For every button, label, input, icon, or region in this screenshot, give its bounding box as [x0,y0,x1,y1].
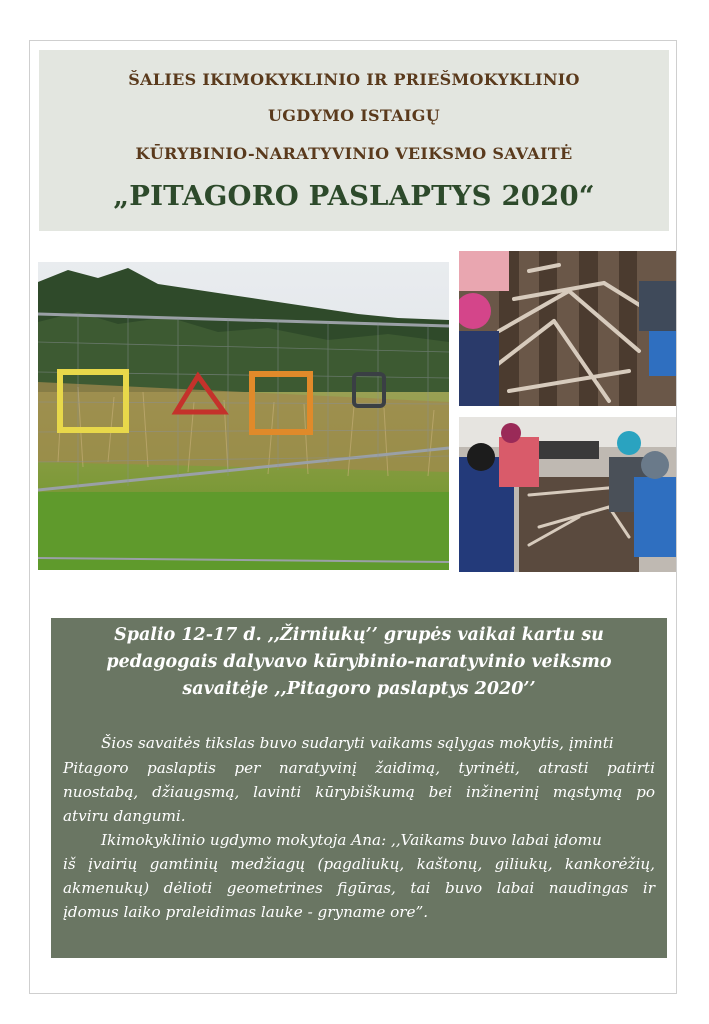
paragraph-2-line-2: iš įvairių gamtinių medžiagų (pagaliukų, kaštonų, giliukų, kankorėžių, [63,855,655,873]
header-line-1: ŠALIES IKIMOKYKLINIO IR PRIEŠMOKYKLINIO [128,70,580,89]
paragraph-2-line-3: akmenukų) dėlioti geometrines figūras, tai buvo labai naudingas ir [63,879,655,897]
header-line-3: KŪRYBINIO-NARATYVINIO VEIKSMO SAVAITĖ [135,144,573,163]
paragraph-2-line-1: Ikimokyklinio ugdymo mokytoja Ana: ,,Vaikams buvo labai įdomu [101,831,602,849]
paragraph-1-line-2: Pitagoro paslaptis per naratyvinį žaidimą, tyrinėti, atrasti patirti [63,759,655,777]
children-sticks-table-photo [459,251,676,406]
article-heading-line-1: Spalio 12-17 d. ,,Žirniukų’’ grupės vaikai kartu su [114,625,604,645]
poster-title: „PITAGORO PASLAPTYS 2020“ [113,180,595,212]
paragraph-1-line-1: Šios savaitės tikslas buvo sudaryti vaikams sąlygas mokytis, įminti [101,734,614,752]
header-line-2: UGDYMO ISTAIGŲ [268,106,440,125]
children-building-shapes-photo [459,417,676,572]
article-heading-line-2: pedagogais dalyvavo kūrybinio-naratyvinio veiksmo [106,652,612,672]
article-textbox [51,618,667,958]
paragraph-2-line-4: įdomus laiko praleidimas lauke - gryname ore”. [63,903,429,921]
paragraph-1-line-4: atviru dangumi. [63,807,186,825]
fence-shapes-photo [38,262,449,570]
paragraph-1-line-3: nuostabą, džiaugsmą, lavinti kūrybiškumą bei inžinerinį mąstymą po [63,783,655,801]
article-heading-line-3: savaitėje ,,Pitagoro paslaptys 2020’’ [182,679,536,699]
poster-header [39,50,669,231]
